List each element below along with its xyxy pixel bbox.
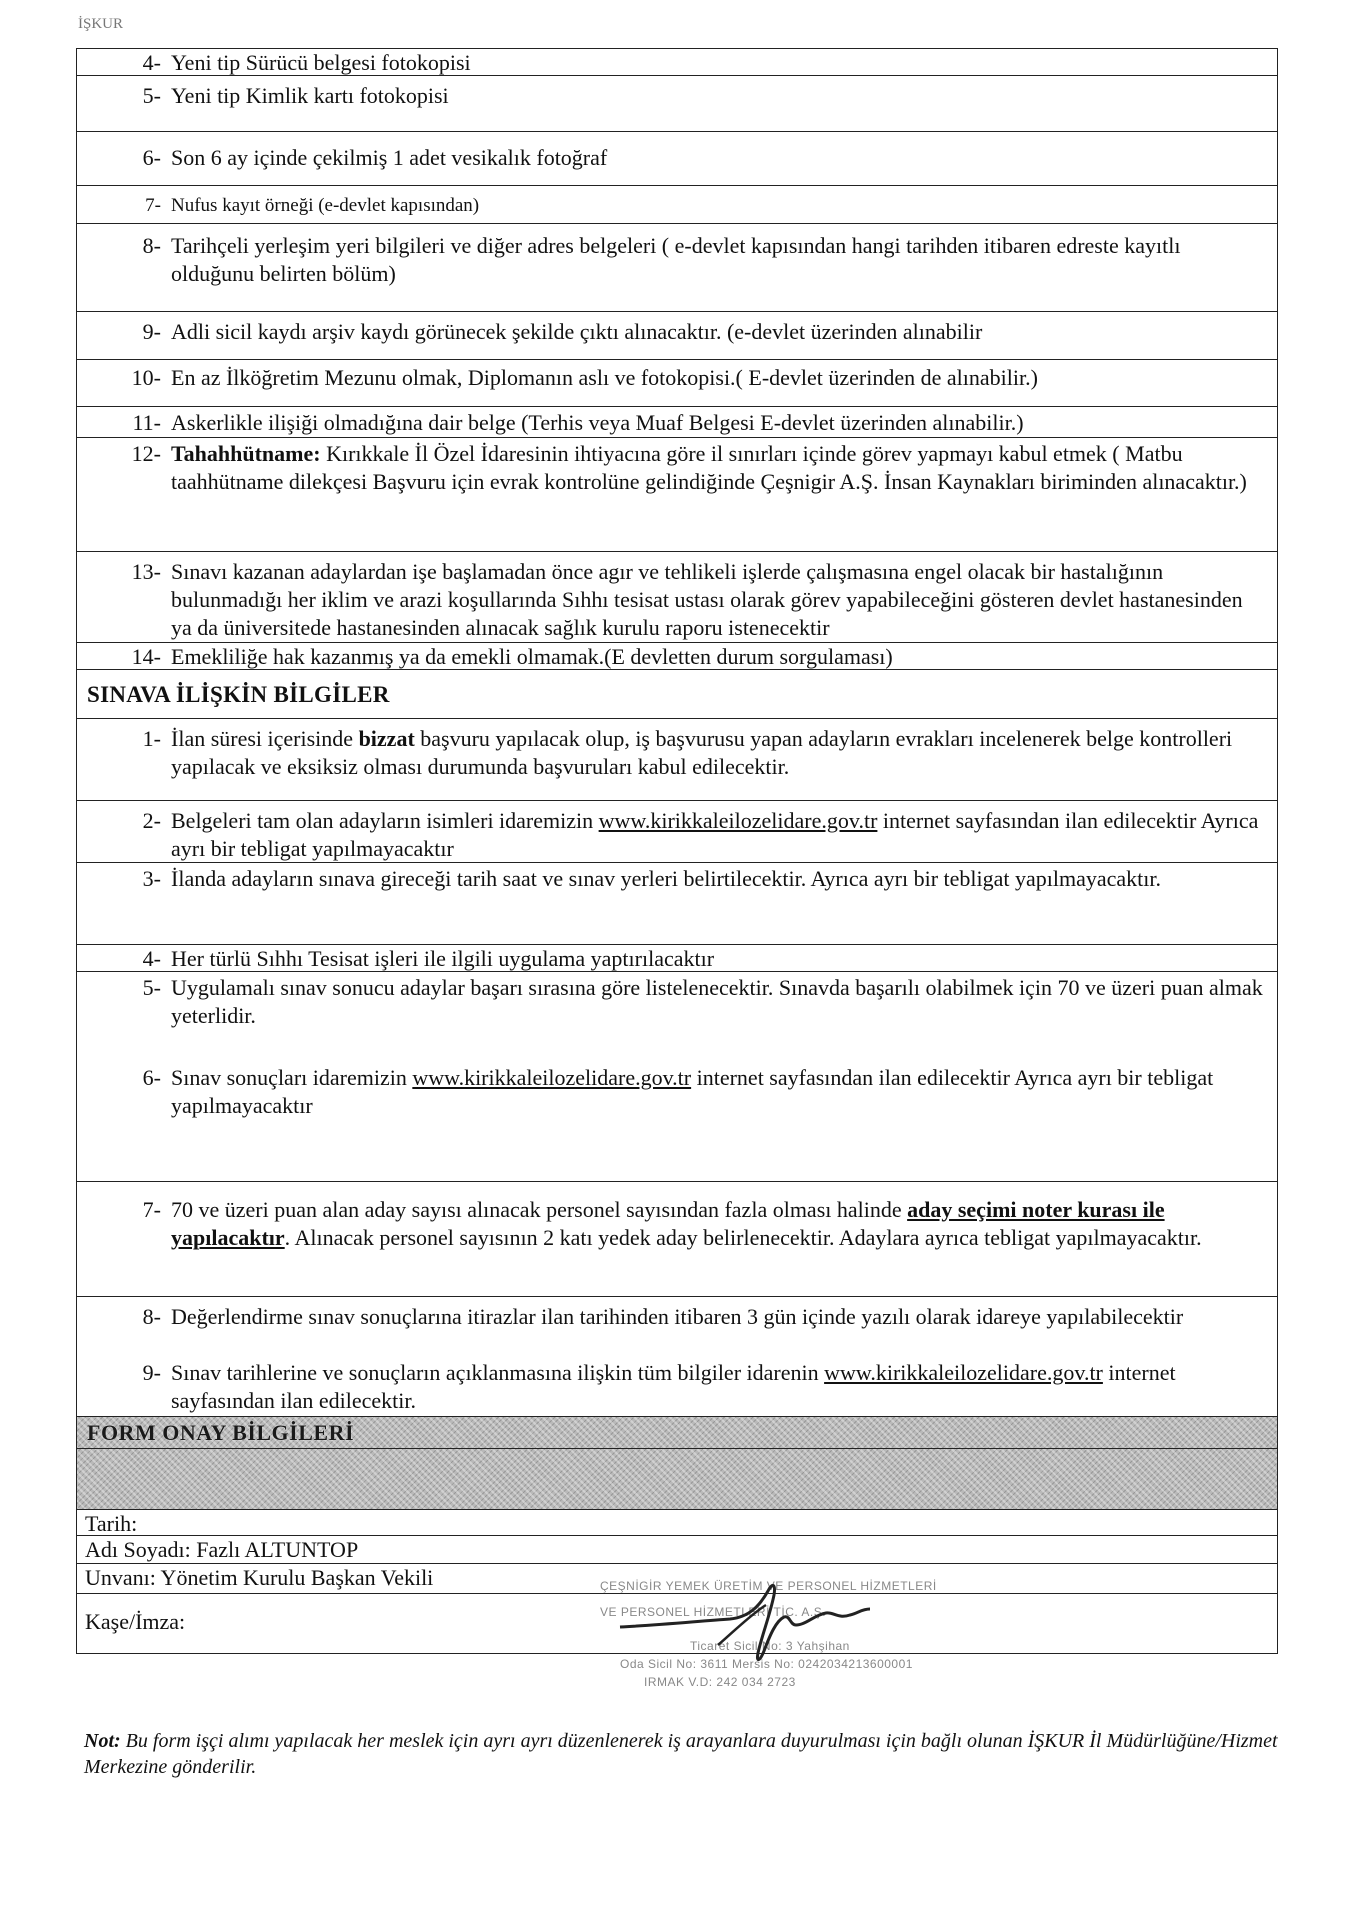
exam-row-3 — [77, 863, 1277, 945]
requirements-table — [76, 48, 1278, 1654]
exam-row-9 — [77, 1359, 1277, 1415]
exam-rows-8-9 — [77, 1297, 1277, 1417]
item-text: Askerlikle ilişiği olmadığına dair belge (Terhis veya Muaf Belgesi E-devlet üzerinden alınabilir.) — [171, 410, 1024, 435]
item-text — [171, 440, 1277, 496]
date-row — [77, 1510, 1277, 1536]
item-number: 5- — [142, 83, 161, 108]
company-stamp: ÇEŞNİGİR YEMEK ÜRETİM VE PERSONEL HİZMETLERİ VE PERSONEL HİZMETLERİ TİC. A.Ş. Ticaret Sicil No: 3 Yahşihan Oda Sicil No: 3611 Mersis No: 0242034213600001 IRMAK V.D: 242 034 2723 — [600, 1575, 990, 1695]
item-text: Değerlendirme sınav sonuçlarına itirazlar ilan tarihinden itibaren 3 gün içinde yazılı olarak idareye yapılabilecektir — [171, 1304, 1184, 1329]
website-link[interactable]: www.kirikkaleilozelidare.gov.tr — [598, 808, 878, 833]
stamp-label: Kaşe/İmza: — [85, 1609, 186, 1634]
note-label: Not: — [84, 1730, 121, 1752]
footer-note — [84, 1728, 1284, 1780]
exam-row-2 — [77, 801, 1277, 863]
name-row — [77, 1536, 1277, 1564]
pledge-text: Kırıkkale İl Özel İdaresinin ihtiyacına göre il sınırları içinde görev yapmayı kabul etmek ( Matbu taahhütname dilekçesi Başvuru için evrak kontrolüne gelindiğinde Çeşnigir A.Ş. İnsan Kaynakları biriminden alınacaktır.) — [171, 441, 1247, 494]
item-number: 8- — [142, 233, 161, 258]
item-number: 4- — [142, 946, 161, 971]
date-label: Tarih: — [85, 1511, 138, 1536]
item-text: Uygulamalı sınav sonucu adaylar başarı sırasına göre listelenecektir. Sınavda başarılı olabilmek için 70 ve üzeri puan almak yeterlidir. — [171, 975, 1263, 1028]
exam-row-8 — [77, 1303, 1197, 1359]
item-number: 1- — [142, 726, 161, 751]
item-number: 7- — [142, 1197, 161, 1222]
item-text: 70 ve üzeri puan alan aday sayısı alınacak personel sayısından fazla olması halinde aday seçimi noter kurası ile yapılacaktır. Alınacak personel sayısının 2 katı yedek aday belirlenecektir. Adaylara ayrıca tebligat yapılmayacaktır. — [171, 1197, 1202, 1250]
exam-row-4 — [77, 945, 1277, 972]
exam-section-header — [77, 670, 1277, 719]
item-text: İlan süresi içerisinde bizzat başvuru yapılacak olup, iş başvurusu yapan adayların evrakları incelenerek belge kontrolleri yapılacak ve eksiksiz olması durumunda başvuruları kabul edilecektir. — [171, 726, 1233, 779]
item-number: 14- — [131, 644, 161, 669]
name-label: Adı Soyadı: Fazlı ALTUNTOP — [85, 1537, 359, 1562]
item-text: İlanda adayların sınava gireceği tarih saat ve sınav yerleri belirtilecektir. Ayrıca ayrı bir tebligat yapılmayacaktır. — [171, 866, 1162, 891]
document-row-14 — [77, 643, 1277, 670]
item-number: 3- — [142, 866, 161, 891]
item-number: 8- — [142, 1304, 161, 1329]
exam-row-1 — [77, 719, 1277, 801]
item-number: 7- — [145, 195, 161, 216]
item-text: Sınavı kazanan adaylardan işe başlamadan önce agır ve tehlikeli işlerde çalışmasına engel olacak bir hastalığının bulunmadığı her iklim ve arazi koşullarında Sıhhı tesisat ustası olarak görev yapabileceğini gösteren devlet hastanesinden ya da üniversitede hastanesinden alınacak sağlık kurulu raporu istenecektir — [171, 559, 1243, 640]
document-row-4 — [77, 49, 1277, 76]
item-number: 6- — [142, 145, 161, 170]
item-text: Adli sicil kaydı arşiv kaydı görünecek şekilde çıktı alınacaktır. (e-devlet üzerinden alınabilir — [171, 319, 983, 344]
document-row-8 — [77, 224, 1277, 312]
form-approval-header — [77, 1417, 1277, 1449]
item-number: 12- — [131, 441, 161, 466]
exam-row-5 — [77, 974, 1277, 1060]
document-row-12 — [77, 438, 1277, 552]
pledge-label: Tahahhütname: — [171, 441, 321, 466]
document-row-5 — [77, 76, 1277, 132]
item-number: 9- — [142, 319, 161, 344]
lottery-note: aday seçimi noter kurası ile yapılacaktır — [171, 1197, 1165, 1250]
form-approval-title: FORM ONAY BİLGİLERİ — [87, 1420, 355, 1445]
item-text: Sınav tarihlerine ve sonuçların açıklanmasına ilişkin tüm bilgiler idarenin www.kirikkaleilozelidare.gov.tr internet sayfasından ilan edilecektir. — [171, 1360, 1176, 1413]
title-row — [77, 1564, 1277, 1594]
item-number: 5- — [142, 975, 161, 1000]
document-row-9 — [77, 312, 1277, 360]
document-row-10 — [77, 360, 1277, 407]
item-text: Yeni tip Kimlik kartı fotokopisi — [171, 83, 449, 108]
item-number: 13- — [131, 559, 161, 584]
item-text: En az İlköğretim Mezunu olmak, Diplomanın aslı ve fotokopisi.( E-devlet üzerinden de alınabilir.) — [171, 365, 1038, 390]
item-text: Yeni tip Sürücü belgesi fotokopisi — [171, 50, 471, 75]
title-label: Unvanı: Yönetim Kurulu Başkan Vekili — [85, 1565, 434, 1590]
document-row-6 — [77, 132, 1277, 186]
exam-rows-5-6 — [77, 972, 1277, 1182]
item-number: 9- — [142, 1360, 161, 1385]
website-link[interactable]: www.kirikkaleilozelidare.gov.tr — [412, 1065, 692, 1090]
item-text: Sınav sonuçları idaremizin www.kirikkaleilozelidare.gov.tr internet sayfasından ilan edilecektir Ayrıca ayrı bir tebligat yapılmayacaktır — [171, 1065, 1214, 1118]
exam-row-6 — [77, 1060, 1277, 1120]
exam-row-7 — [77, 1182, 1277, 1297]
document-row-13 — [77, 552, 1277, 643]
header-mark: İŞKUR — [78, 16, 124, 32]
item-number: 11- — [132, 410, 161, 435]
stamp-row — [77, 1594, 1277, 1654]
section-title: SINAVA İLİŞKİN BİLGİLER — [87, 682, 390, 707]
item-text: Son 6 ay içinde çekilmiş 1 adet vesikalık fotoğraf — [171, 145, 608, 170]
item-text: Her türlü Sıhhı Tesisat işleri ile ilgili uygulama yaptırılacaktır — [171, 946, 715, 971]
website-link[interactable]: www.kirikkaleilozelidare.gov.tr — [824, 1360, 1103, 1385]
item-number: 2- — [142, 808, 161, 833]
item-text: Nufus kayıt örneği (e-devlet kapısından) — [171, 195, 480, 216]
item-text: Belgeleri tam olan adayların isimleri idaremizin www.kirikkaleilozelidare.gov.tr internet sayfasından ilan edilecektir Ayrıca ayrı bir tebligat yapılmayacaktır — [171, 808, 1259, 861]
note-text: Bu form işçi alımı yapılacak her meslek için ayrı ayrı düzenlenerek iş arayanlara duyurulması için bağlı olunan İŞKUR İl Müdürlüğüne/Hizmet Merkezine gönderilir. — [84, 1730, 1278, 1778]
item-text: Emekliliğe hak kazanmış ya da emekli olmamak.(E devletten durum sorgulaması) — [171, 644, 893, 669]
item-number: 6- — [142, 1065, 161, 1090]
document-row-11 — [77, 407, 1277, 438]
item-text: Tarihçeli yerleşim yeri bilgileri ve diğer adres belgeleri ( e-devlet kapısından hangi tarihden itibaren edreste kayıtlı olduğunu belirten bölüm) — [171, 233, 1181, 286]
document-row-7 — [77, 186, 1277, 224]
item-number: 4- — [142, 50, 161, 75]
item-number: 10- — [131, 365, 161, 390]
form-approval-shaded-band — [77, 1449, 1277, 1510]
